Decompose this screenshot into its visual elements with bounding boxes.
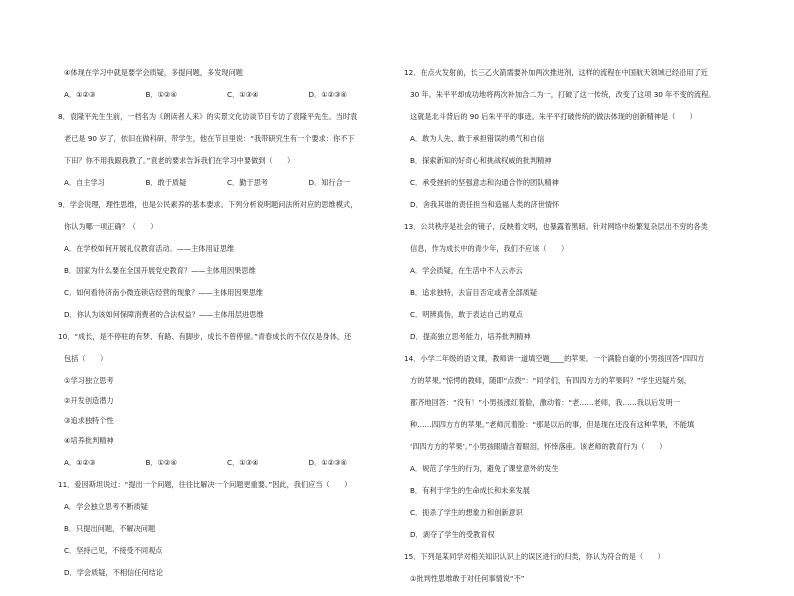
answer-option: A．①②③ [64, 458, 96, 467]
question-text-line: 包括（ ） [64, 354, 108, 363]
question-text-line: D．你认为该如何保障消费者的合法权益？——主体用层进思维 [64, 310, 264, 319]
question-text-line: B．国家为什么要在全国开展党史教育？——主体用因果思维 [64, 266, 256, 275]
answer-option: B．敢于质疑 [145, 178, 187, 187]
question-text-line: ④培养批判精神 [64, 436, 114, 445]
question-text-line: ④体现在学习中就是要学会质疑，多提问题，多发现问题 [64, 68, 243, 77]
question-text-line: A．学会质疑，在生活中不人云亦云 [410, 266, 523, 275]
question-text-line: 种……四四方方的苹果。”老师沉着脸：“那是以后的事，但是现在还没有这种苹果，不能填 [410, 420, 695, 429]
question-stem: 15．下列是某同学对相关知识认识上的误区进行的归类，你认为符合的是（ ） [404, 552, 665, 561]
question-text-line: A．在学校如何开展礼仪教育活动。——主体用证思维 [64, 244, 235, 253]
question-text-line: 信息，作为成长中的青少年，我们不应该（ ） [410, 244, 569, 253]
question-stem: 8．袁隆平先生生前，一档名为《朗读者人来》的实景文化访谈节目专访了袁隆平先生。当时袁 [58, 112, 358, 121]
question-text-line: D．舍我其谁的责任担当和造福人类的济世情怀 [410, 200, 560, 209]
question-text-line: A．敢为人先、敢于承担错误的勇气和自信 [410, 134, 545, 143]
question-text-line: B．只提出问题，不解决问题 [64, 524, 156, 533]
question-stem: 9．学会说理，理性思维，也是公民素养的基本要求。下列分析说明题问法所对应的思维模式， [58, 200, 358, 209]
question-stem: 12．在点火发射前，长三乙火箭需要补加两次推进剂，这样的流程在中国航天领域已经沿用了近 [404, 68, 708, 77]
question-stem: 14．小学二年级的语文课，教师讲一道填空题____的苹果。一个满脸自豪的小男孩回答“四四方 [404, 354, 705, 363]
question-text-line: D．剥夺了学生的受教育权 [410, 530, 495, 539]
question-text-line: B．追求独特，去盲目否定或者全部质疑 [410, 288, 538, 297]
question-text-line: 30 年。朱平平却成功地将两次补加合二为一，打破了这一传统，改变了这项 30 年不变的流程。 [410, 90, 716, 99]
question-text-line: 这就是北斗背后的 90 后朱平平的事迹。朱平平打破传统的做法体现的创新精神是（ ） [410, 112, 697, 121]
question-text-line: D．提高独立思考能力，培养批判精神 [410, 332, 531, 341]
question-text-line: ①学习独立思考 [64, 376, 114, 385]
question-text-line: C．明辨真伪，敢于表达自己的观点 [410, 310, 523, 319]
answer-options [58, 458, 390, 468]
left-column [58, 68, 390, 590]
question-text-line: 方的苹果。”惊愕的教师，随即“点拨”：“同学们，有四四方方的苹果吗？”学生迟疑片刻， [410, 376, 691, 385]
question-text-line: C．承受挫折的坚强意志和沟通合作的团队精神 [410, 178, 559, 187]
question-text-line: B．探索新知的好奇心和挑战权威的批判精神 [410, 156, 552, 165]
right-column [404, 68, 742, 596]
question-stem: 10．“成长，是不停驻的有梦、有路、有脚步，成长不曾停留。”青春成长的不仅仅是身体，还 [58, 332, 352, 341]
answer-option: B．①②④ [145, 90, 177, 99]
question-text-line: A．学会独立思考不断质疑 [64, 502, 148, 511]
answer-option: C．①③④ [227, 458, 259, 467]
answer-options [58, 178, 390, 188]
question-text-line: ②开发创造潜力 [64, 396, 114, 405]
question-text-line: 老已是 90 岁了，依旧在做科研、带学生，他在节目里说：“我带研究生有一个要求：你不下 [64, 134, 355, 143]
question-stem: 13．公共秩序是社会的镜子，反映着文明，也暴露着黑暗。针对网络中纷繁复杂层出不穷的各类 [404, 222, 708, 231]
answer-options [58, 90, 390, 100]
question-text-line: ③追求独特个性 [64, 416, 114, 425]
question-text-line: ①批判性思维敢于对任何事情说“不” [410, 574, 525, 583]
question-text-line: D．学会质疑，不相信任何结论 [64, 568, 163, 577]
answer-option: A．自主学习 [64, 178, 105, 187]
question-text-line: 都齐地回答：“没有！”小男孩涨红着脸，激动着：“老……老师，我……我以后发明一 [410, 398, 680, 407]
question-text-line: 下田？你不用我跟我教了。”袁老的要求告诉我们在学习中要做到（ ） [64, 156, 295, 165]
question-text-line: C．坚持己见，不接受不同观点 [64, 546, 163, 555]
answer-option: A．①②③ [64, 90, 96, 99]
question-text-line: 你认为哪一项正确？（ ） [64, 222, 158, 231]
answer-option: C．勤于思考 [227, 178, 268, 187]
answer-option: C．①③④ [227, 90, 259, 99]
answer-option: D．①②③④ [308, 90, 347, 99]
question-text-line: C．扼杀了学生的想象力和创新意识 [410, 508, 523, 517]
question-text-line: ‘四四方方的苹果’。”小男孩眼睛含着眼泪，怀悻落座。该老师的教育行为（ ） [410, 442, 667, 451]
question-text-line: C．如何看待济南小微连锁店经营的现象？——主体用因果思维 [64, 288, 264, 297]
answer-option: D．知行合一 [308, 178, 350, 187]
question-stem: 11．爱因斯坦说过：“提出一个问题，往往比解决一个问题更重要。”因此，我们应当（ ） [58, 480, 352, 489]
answer-option: B．①②④ [145, 458, 177, 467]
question-text-line: B．有利于学生的生命成长和未来发展 [410, 486, 530, 495]
question-text-line: A．规范了学生的行为，避免了课堂意外的发生 [410, 464, 559, 473]
answer-option: D．①②③④ [308, 458, 347, 467]
